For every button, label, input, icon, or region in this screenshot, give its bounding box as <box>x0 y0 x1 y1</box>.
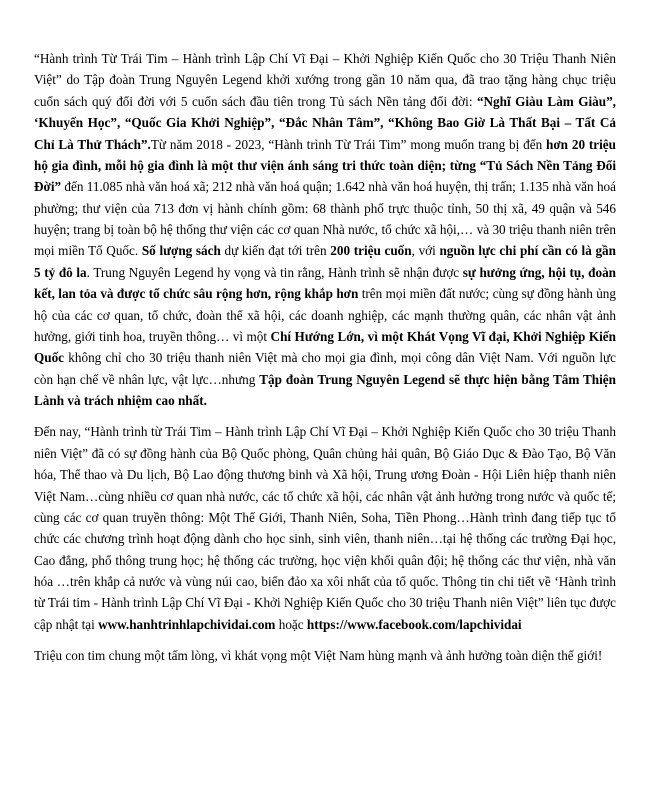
para1-bold-2: hơn 20 triệu hộ gia đình, mỗi hộ gia đình là một thư viện ánh sáng tri thức toàn diện; từng “Tủ Sách Nền Tảng Đổi Đời” <box>34 136 616 195</box>
document-body <box>34 48 616 667</box>
para2-website-link[interactable]: www.hanhtrinhlapchividai.com <box>98 616 276 632</box>
para1-text-3: đến 11.085 nhà văn hoá xã; 212 nhà văn hoá quận; 1.642 nhà văn hoá huyện, thị trấn; 1.135 nhà văn hoá phường; thư viện của 713 đơn vị hành chính gồm: 68 thành phố trực thuộc tỉnh, 50 thị xã, 49 quận và 546 huyện; trang bị toàn bộ hệ thống thư viện các cơ quan Nhà nước, tổ chức xã hội,… và 30 triệu thanh niên trên mọi miền Tổ Quốc. <box>34 179 616 259</box>
para3-text-1: Triệu con tim chung một tấm lòng, vì khát vọng một Việt Nam hùng mạnh và ảnh hưởng toàn diện thế giới! <box>34 648 603 664</box>
para2-text-1: Đến nay, “Hành trình từ Trái Tim – Hành trình Lập Chí Vĩ Đại – Khởi Nghiệp Kiến Quốc cho 30 triệu Thanh niên Việt” đã có sự đồng hành của Bộ Quốc phòng, Quân chủng hải quân, Bộ Giáo Dục & Đào Tạo, Bộ Văn hóa, Thể thao và Du lịch, Bộ Lao động thương binh và Xã hội, Trung ương Đoàn - Hội Liên hiệp thanh niên Việt Nam…cùng nhiều cơ quan nhà nước, các tổ chức xã hội, các nhân vật ảnh hưởng trong nước và quốc tế; cùng các cơ quan truyền thông: Một Thế Giới, Thanh Niên, Soha, Tiền Phong…Hành trình đang tiếp tục tổ chức các chương trình hoạt động dành cho học sinh, sinh viên, thanh niên…tại hệ thống các trường Đại học, Cao đẳng, phổ thông trung học; hệ thống các trường, học viện khối quân đội; hệ thống các thư viện, nhà văn hóa …trên khắp cả nước và vùng núi cao, biển đảo xa xôi nhất của tổ quốc. Thông tin chi tiết về ‘Hành trình từ Trái tim - Hành trình Lập Chí Vĩ Đại - Khởi Nghiệp Kiến Quốc cho 30 triệu Thanh niên Việt” liên tục được cập nhật tại <box>34 424 616 632</box>
para1-text-1: “Hành trình Từ Trái Tim – Hành trình Lập Chí Vĩ Đại – Khởi Nghiệp Kiến Quốc cho 30 Triệu Thanh Niên Việt” do Tập đoàn Trung Nguyên Legend khởi xướng trong gần 10 năm qua, đã trao tặng hàng chục triệu cuốn sách quý đổi đời với 5 cuốn sách đầu tiên trong Tủ sách Nền tảng đổi đời: <box>34 51 616 109</box>
para1-text-2: Từ năm 2018 - 2023, “Hành trình Từ Trái Tim” mong muốn trang bị đến <box>150 136 547 152</box>
para1-bold-6: sự hưởng ứng, hội tụ, đoàn kết, lan tỏa và được tổ chức sâu rộng hơn, rộng khắp hơn <box>34 264 617 302</box>
para1-text-7: trên mọi miền đất nước; cùng sự đồng hành ủng hộ của các cơ quan, tổ chức, đoàn thể xã hội, các doanh nghiệp, các mạnh thường quân, các nhân vật ảnh hưởng, giới tinh hoa, truyền thông… vì một <box>34 286 616 344</box>
para1-text-5: , với <box>411 243 440 259</box>
paragraph-3 <box>34 645 616 666</box>
paragraph-1 <box>34 48 616 411</box>
para1-bold-4: 200 triệu cuốn <box>330 243 412 259</box>
para2-facebook-link[interactable]: https://www.facebook.com/lapchividai <box>306 616 522 632</box>
para1-text-6: . Trung Nguyên Legend hy vọng và tin rằng, Hành trình sẽ nhận được <box>86 264 463 280</box>
para1-bold-7: Chí Hướng Lớn, vì một Khát Vọng Vĩ đại, Khởi Nghiệp Kiến Quốc <box>34 328 616 366</box>
para1-bold-3: Số lượng sách <box>141 243 221 259</box>
para1-bold-1: “Nghĩ Giàu Làm Giàu”, ‘Khuyến Học”, “Quốc Gia Khởi Nghiệp”, “Đắc Nhân Tâm”, “Không Bao Giờ Là Thất Bại – Tất Cả Chỉ Là Thử Thách”. <box>34 93 616 152</box>
para1-text-4: dự kiến đạt tới trên <box>220 243 331 259</box>
para1-bold-8: Tập đoàn Trung Nguyên Legend sẽ thực hiện bằng Tâm Thiện Lành và trách nhiệm cao nhất. <box>34 371 616 408</box>
para2-text-2: hoặc <box>275 616 307 632</box>
para1-bold-5: nguồn lực chi phí cần có là gần 5 tỷ đô la <box>34 243 616 280</box>
paragraph-2 <box>34 421 616 635</box>
para1-text-8: không chỉ cho 30 triệu thanh niên Việt mà cho mọi gia đình, mọi công dân Việt Nam. Với nguồn lực còn hạn chế về nhân lực, vật lực…nhưng <box>34 350 616 387</box>
